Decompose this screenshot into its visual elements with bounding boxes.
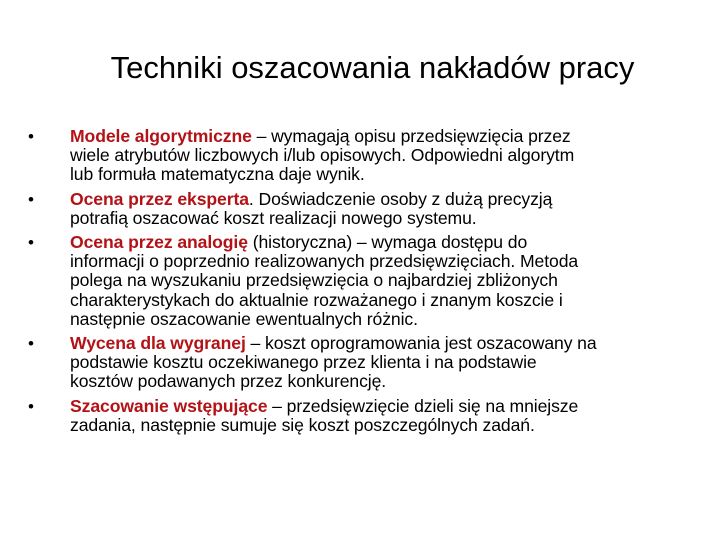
bullet-icon: •	[28, 189, 34, 209]
item-line: polega na wyszukaniu przedsięwzięcia o najbardziej zbliżonych	[70, 270, 558, 291]
item-term: Modele algorytmiczne	[70, 126, 252, 146]
list-item	[28, 334, 708, 392]
item-text: (historyczna) – wymaga dostępu do	[247, 232, 528, 253]
item-text: – koszt oprogramowania jest oszacowany na	[245, 333, 597, 354]
item-line	[70, 334, 708, 353]
item-term: Szacowanie wstępujące	[70, 395, 268, 416]
bullet-icon: •	[28, 334, 34, 354]
item-line: podstawie kosztu oczekiwanego przez klienta i na podstawie	[70, 352, 537, 373]
bullet-icon: •	[28, 396, 34, 416]
item-line: kosztów podawanych przez konkurencję.	[70, 371, 387, 392]
item-line	[70, 397, 708, 416]
item-term: Wycena dla wygranej	[70, 333, 246, 354]
slide-title: Techniki oszacowania nakładów pracy	[110, 50, 635, 85]
item-line: charakterystykach do aktualnie rozważanego i znanym koszcie i	[70, 289, 563, 310]
item-term: Ocena przez eksperta	[70, 188, 249, 209]
item-line: lub formuła matematyczna daje wynik.	[70, 164, 365, 185]
item-line	[70, 190, 708, 209]
bullet-icon: •	[28, 127, 34, 146]
item-line: potrafią oszacować koszt realizacji nowego systemu.	[70, 207, 477, 228]
list-item	[28, 397, 708, 435]
list-item	[28, 127, 708, 185]
item-text: – wymagają opisu przedsięwzięcia przez	[251, 126, 571, 146]
item-line	[70, 233, 708, 252]
list-item	[28, 233, 708, 329]
item-line: następnie oszacowanie ewentualnych różnic.	[70, 308, 418, 329]
bullet-icon: •	[28, 233, 34, 253]
item-text: – przedsięwzięcie dzieli się na mniejsze	[267, 395, 579, 416]
bullet-list	[28, 127, 708, 440]
list-item	[28, 190, 708, 228]
item-line	[70, 127, 708, 146]
item-line: wiele atrybutów liczbowych i/lub opisowych. Odpowiedni algorytm	[70, 145, 575, 166]
item-term: Ocena przez analogię	[70, 232, 248, 253]
item-line: informacji o poprzednio realizowanych przedsięwzięciach. Metoda	[70, 251, 579, 272]
item-line: zadania, następnie sumuje się koszt poszczególnych zadań.	[70, 414, 535, 435]
item-text: . Doświadczenie osoby z dużą precyzją	[248, 188, 553, 209]
